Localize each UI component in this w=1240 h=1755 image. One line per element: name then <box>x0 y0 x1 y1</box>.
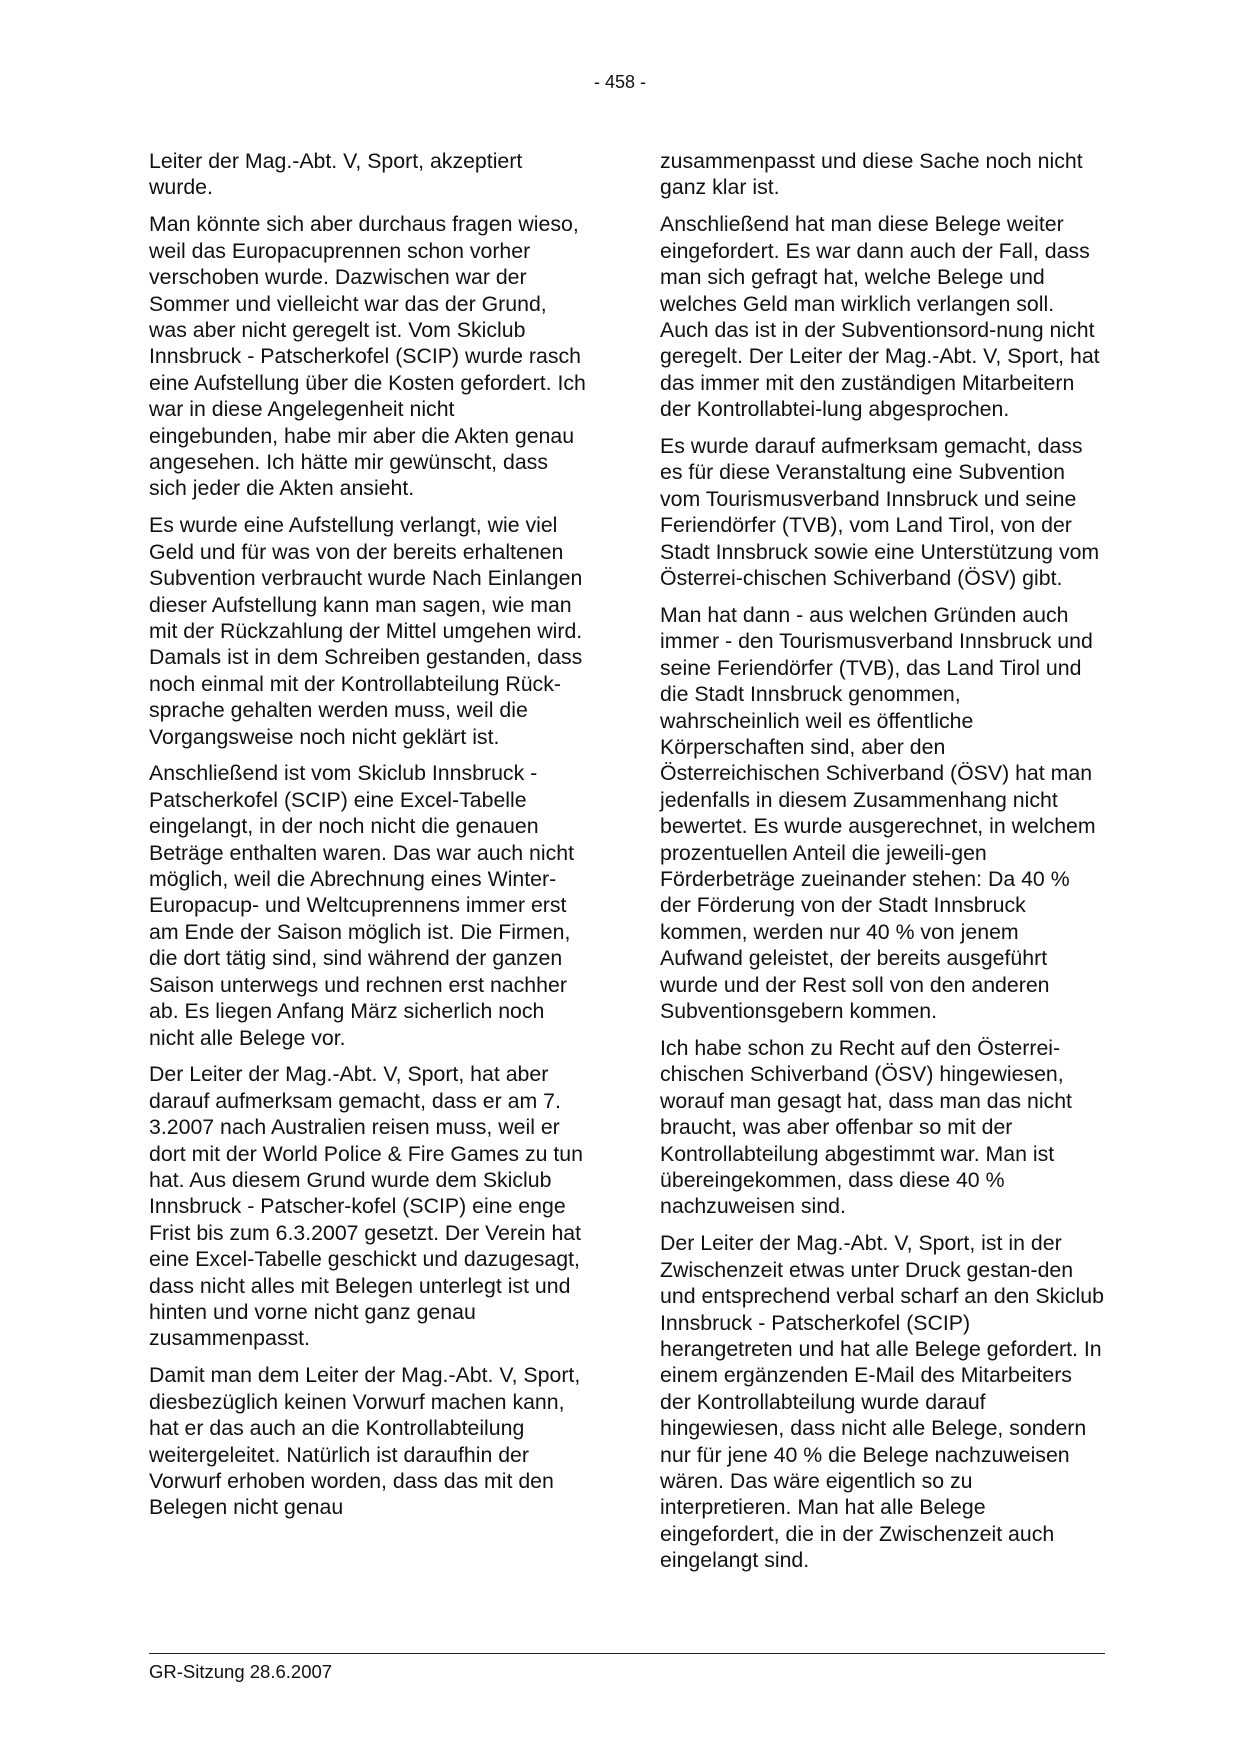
paragraph: Ich habe schon zu Recht auf den Österrei-chischen Schiverband (ÖSV) hingewiesen, worauf man gesagt hat, dass man das nicht braucht, was aber offenbar so mit der Kontrollabteilung abgestimmt war. Man ist übereingekommen, dass diese 40 % nachzuweisen sind. <box>660 1036 1072 1219</box>
paragraph: Anschließend ist vom Skiclub Innsbruck - Patscherkofel (SCIP) eine Excel-Tabelle eingelangt, in der noch nicht die genauen Beträge enthalten waren. Das war auch nicht möglich, weil die Abrechnung eines Winter-Europacup- und Weltcuprennens immer erst am Ende der Saison möglich ist. Die Firmen, die dort tätig sind, sind während der ganzen Saison unterwegs und rechnen erst nachher ab. Es liegen Anfang März sicherlich noch nicht alle Belege vor. <box>149 761 575 1050</box>
paragraph: Man könnte sich aber durchaus fragen wieso, weil das Europacuprennen schon vorher verschoben wurde. Dazwischen war der Sommer und vielleicht war das der Grund, was aber nicht geregelt ist. Vom Skiclub Innsbruck - Patscherkofel (SCIP) wurde rasch eine Aufstellung über die Kosten gefordert. Ich war in diese Angelegenheit nicht eingebunden, habe mir aber die Akten genau angesehen. Ich hätte mir gewünscht, dass sich jeder die Akten ansieht. <box>149 212 586 501</box>
right-column <box>660 148 1106 1584</box>
paragraph: Anschließend hat man diese Belege weiter eingefordert. Es war dann auch der Fall, dass man sich gefragt hat, welche Belege und welches Geld man wirklich verlangen soll. Auch das ist in der Subventionsord-nung nicht geregelt. Der Leiter der Mag.-Abt. V, Sport, hat das immer mit den zuständigen Mitarbeitern der Kontrollabtei-lung abgesprochen. <box>660 212 1100 422</box>
paragraph: Der Leiter der Mag.-Abt. V, Sport, hat aber darauf aufmerksam gemacht, dass er am 7. 3.2007 nach Australien reisen muss, weil er dort mit der World Police & Fire Games zu tun hat. Aus diesem Grund wurde dem Skiclub Innsbruck - Patscher-kofel (SCIP) eine enge Frist bis zum 6.3.2007 gesetzt. Der Verein hat eine Excel-Tabelle geschickt und dazugesagt, dass nicht alles mit Belegen unterlegt ist und hinten und vorne nicht ganz genau zusammenpasst. <box>149 1062 583 1351</box>
left-column <box>149 148 589 1531</box>
paragraph: Man hat dann - aus welchen Gründen auch immer - den Tourismusverband Innsbruck und seine Feriendörfer (TVB), das Land Tirol und die Stadt Innsbruck genommen, wahrscheinlich weil es öffentliche Körperschaften sind, aber den Österreichischen Schiverband (ÖSV) hat man jedenfalls in diesem Zusammenhang nicht bewertet. Es wurde ausgerechnet, in welchem prozentuellen Anteil die jeweili-gen Förderbeträge zueinander stehen: Da 40 % der Förderung von der Stadt Innsbruck kommen, werden nur 40 % von jenem Aufwand geleistet, der bereits ausgeführt wurde und der Rest soll von den anderen Subventionsgebern kommen. <box>660 603 1096 1024</box>
paragraph: Es wurde darauf aufmerksam gemacht, dass es für diese Veranstaltung eine Subvention vom Tourismusverband Innsbruck und seine Feriendörfer (TVB), vom Land Tirol, von der Stadt Innsbruck sowie eine Unterstützung vom Österrei-chischen Schiverband (ÖSV) gibt. <box>660 434 1100 591</box>
page-number: - 458 - <box>593 72 647 92</box>
paragraph: Damit man dem Leiter der Mag.-Abt. V, Sport, diesbezüglich keinen Vorwurf machen kann, hat er das auch an die Kontrollabteilung weitergeleitet. Natürlich ist daraufhin der Vorwurf erhoben worden, dass das mit den Belegen nicht genau <box>149 1363 581 1520</box>
paragraph: Der Leiter der Mag.-Abt. V, Sport, ist in der Zwischenzeit etwas unter Druck gestan-den und entsprechend verbal scharf an den Skiclub Innsbruck - Patscherkofel (SCIP) herangetreten und hat alle Belege gefordert. In einem ergänzenden E-Mail des Mitarbeiters der Kontrollabteilung wurde darauf hingewiesen, dass nicht alle Belege, sondern nur für jene 40 % die Belege nachzuweisen wären. Das wäre eigentlich so zu interpretieren. Man hat alle Belege eingefordert, die in der Zwischenzeit auch eingelangt sind. <box>660 1231 1104 1573</box>
paragraph: Leiter der Mag.-Abt. V, Sport, akzeptiert wurde. <box>149 149 523 200</box>
paragraph: Es wurde eine Aufstellung verlangt, wie viel Geld und für was von der bereits erhaltenen Subvention verbraucht wurde Nach Einlangen dieser Aufstellung kann man sagen, wie man mit der Rückzahlung der Mittel umgehen wird. Damals ist in dem Schreiben gestanden, dass noch einmal mit der Kontrollabteilung Rück-sprache gehalten werden muss, weil die Vorgangsweise noch nicht geklärt ist. <box>149 513 583 749</box>
footer-divider <box>149 1653 1105 1654</box>
paragraph: zusammenpasst und diese Sache noch nicht ganz klar ist. <box>660 149 1083 200</box>
footer-text: GR-Sitzung 28.6.2007 <box>149 1661 333 1682</box>
